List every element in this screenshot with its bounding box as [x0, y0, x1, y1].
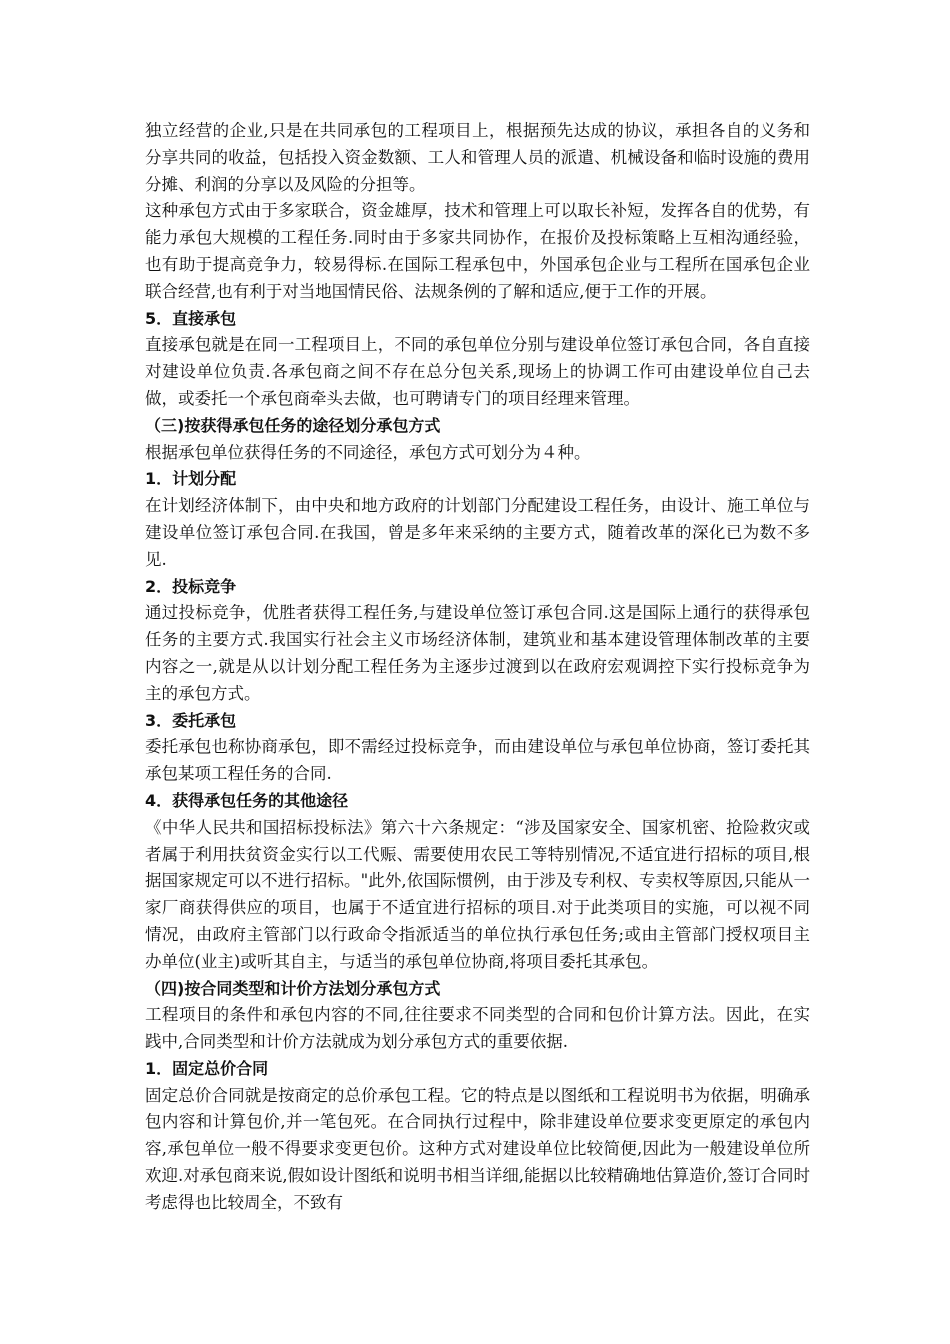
paragraph-planned-allocation: 在计划经济体制下，由中央和地方政府的计划部门分配建设工程任务，由设计、施工单位与建设单位签订承包合同.在我国，曾是多年来采纳的主要方式，随着改革的深化已为数不多见.	[145, 496, 810, 569]
heading-bidding-competition: 2．投标竞争	[145, 576, 237, 596]
heading-section-three: （三)按获得承包任务的途径划分承包方式	[145, 415, 441, 435]
heading-section-four: （四)按合同类型和计价方法划分承包方式	[145, 978, 441, 998]
heading-entrusted-contracting: 3．委托承包	[145, 710, 237, 730]
paragraph-section-four-intro: 工程项目的条件和承包内容的不同,往往要求不同类型的合同和包价计算方法。因此，在实践中,合同类型和计价方法就成为划分承包方式的重要依据.	[145, 1005, 810, 1052]
paragraph-joint-venture: 独立经营的企业,只是在共同承包的工程项目上，根据预先达成的协议，承担各自的义务和分享共同的收益，包括投入资金数额、工人和管理人员的派遣、机械设备和临时设施的费用分摊、利润的分享以及风险的分担等。	[145, 121, 810, 194]
paragraph-other-ways: 《中华人民共和国招标投标法》第六十六条规定：“涉及国家安全、国家机密、抢险救灾或者属于利用扶贫资金实行以工代赈、需要使用农民工等特别情况,不适宜进行招标的项目,根据国家规定可以不进行招标。"此外,依国际惯例，由于涉及专利权、专卖权等原因,只能从一家厂商获得供应的项目，也属于不适宜进行招标的项目.对于此类项目的实施，可以视不同情况，由政府主管部门以行政命令指派适当的单位执行承包任务;或由主管部门授权项目主办单位(业主)或听其自主，与适当的承包单位协商,将项目委托其承包。	[145, 817, 810, 971]
paragraph-direct-contracting: 直接承包就是在同一工程项目上，不同的承包单位分别与建设单位签订承包合同，各自直接对建设单位负责.各承包商之间不存在总分包关系,现场上的协调工作可由建设单位自己去做，或委托一个承包商牵头去做，也可聘请专门的项目经理来管理。	[145, 335, 810, 408]
heading-other-ways: 4．获得承包任务的其他途径	[145, 790, 349, 810]
paragraph-bidding-competition: 通过投标竞争，优胜者获得工程任务,与建设单位签订承包合同.这是国际上通行的获得承包任务的主要方式.我国实行社会主义市场经济体制，建筑业和基本建设管理体制改革的主要内容之一,就是从以计划分配工程任务为主逐步过渡到以在政府宏观调控下实行投标竞争为主的承包方式。	[145, 603, 810, 703]
heading-planned-allocation: 1．计划分配	[145, 469, 237, 489]
paragraph-entrusted-contracting: 委托承包也称协商承包，即不需经过投标竞争，而由建设单位与承包单位协商，签订委托其承包某项工程任务的合同.	[145, 737, 810, 784]
paragraph-section-three-intro: 根据承包单位获得任务的不同途径，承包方式可划分为４种。	[145, 442, 591, 462]
document-page	[145, 118, 810, 1217]
paragraph-joint-venture-advantages: 这种承包方式由于多家联合，资金雄厚，技术和管理上可以取长补短，发挥各自的优势，有能力承包大规模的工程任务.同时由于多家共同协作，在报价及投标策略上互相沟通经验，也有助于提高竞争力，较易得标.在国际工程承包中，外国承包企业与工程所在国承包企业联合经营,也有利于对当地国情民俗、法规条例的了解和适应,便于工作的开展。	[145, 201, 810, 301]
heading-direct-contracting: 5．直接承包	[145, 308, 237, 328]
heading-fixed-total-price: 1．固定总价合同	[145, 1058, 269, 1078]
paragraph-fixed-total-price: 固定总价合同就是按商定的总价承包工程。它的特点是以图纸和工程说明书为依据，明确承包内容和计算包价,并一笔包死。在合同执行过程中，除非建设单位要求变更原定的承包内容,承包单位一般不得要求变更包价。这种方式对建设单位比较简便,因此为一般建设单位所欢迎.对承包商来说,假如设计图纸和说明书相当详细,能据以比较精确地估算造价,签订合同时考虑得也比较周全，不致有	[145, 1085, 810, 1212]
